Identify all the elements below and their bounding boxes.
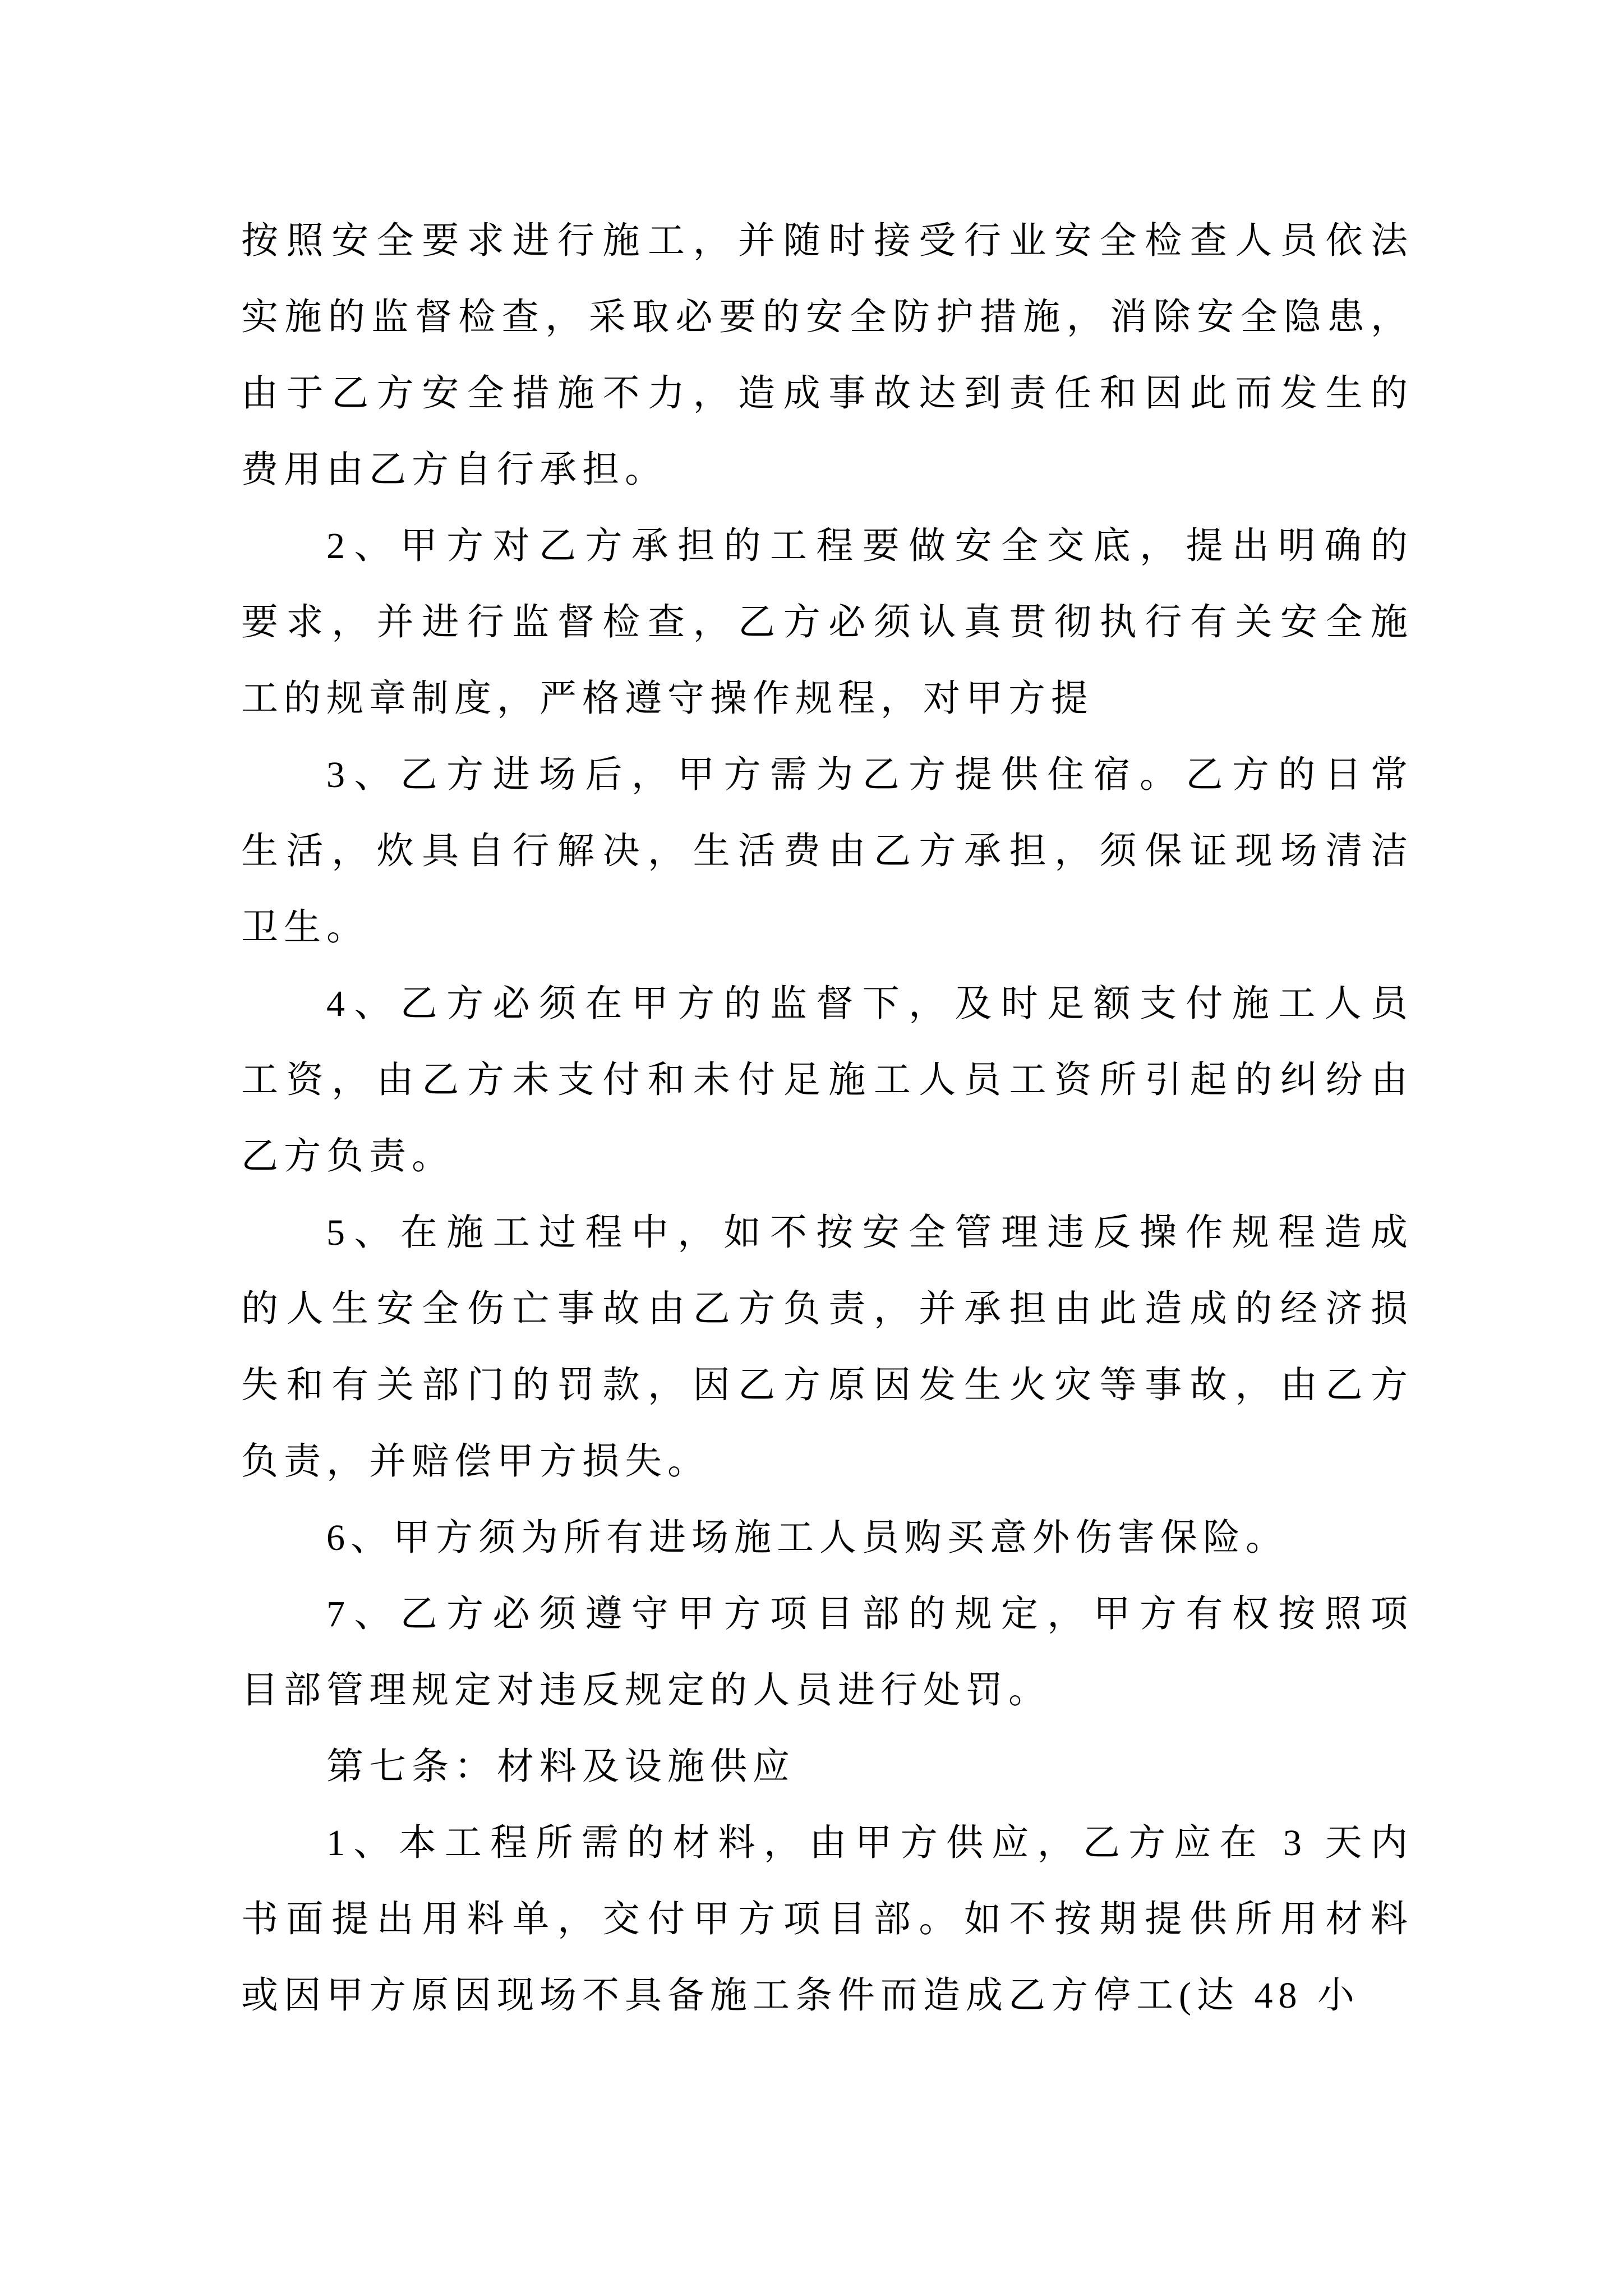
text-line: 乙方负责。: [241, 1136, 454, 1177]
text-line: 3、乙方进场后，甲方需为乙方提供住宿。乙方的日常: [326, 754, 1413, 795]
text-line: 1、本工程所需的材料，由甲方供应，乙方应在 3 天内: [326, 1823, 1413, 1864]
text-line: 5、在施工过程中，如不按安全管理违反操作规程造成: [326, 1212, 1413, 1253]
document-text-block: [241, 203, 1413, 2034]
text-line: 负责，并赔偿甲方损失。: [241, 1441, 710, 1482]
text-line: 费用由乙方自行承担。: [241, 449, 667, 490]
text-line: 6、甲方须为所有进场施工人员购买意外伤害保险。: [326, 1517, 1288, 1558]
text-line: 第七条：材料及设施供应: [326, 1746, 795, 1787]
text-line: 实施的监督检查，采取必要的安全防护措施，消除安全隐患，: [241, 297, 1413, 338]
text-line: 目部管理规定对违反规定的人员进行处罚。: [241, 1670, 1051, 1711]
text-line: 的人生安全伤亡事故由乙方负责，并承担由此造成的经济损: [241, 1289, 1413, 1329]
text-line: 4、乙方必须在甲方的监督下，及时足额支付施工人员: [326, 983, 1413, 1024]
text-line: 7、乙方必须遵守甲方项目部的规定，甲方有权按照项: [326, 1594, 1413, 1635]
text-line: 卫生。: [241, 907, 369, 948]
text-line: 失和有关部门的罚款，因乙方原因发生火灾等事故，由乙方: [241, 1365, 1413, 1406]
text-line: 2、甲方对乙方承担的工程要做安全交底，提出明确的: [326, 526, 1413, 567]
text-line: 工资，由乙方未支付和未付足施工人员工资所引起的纠纷由: [241, 1060, 1413, 1101]
text-line: 书面提出用料单，交付甲方项目部。如不按期提供所用材料: [241, 1899, 1413, 1940]
text-line: 生活，炊具自行解决，生活费由乙方承担，须保证现场清洁: [241, 831, 1413, 872]
text-line: 或因甲方原因现场不具备施工条件而造成乙方停工(达 48 小: [241, 1975, 1360, 2016]
text-line: 由于乙方安全措施不力，造成事故达到责任和因此而发生的: [241, 373, 1413, 414]
text-line: 按照安全要求进行施工，并随时接受行业安全检查人员依法: [241, 220, 1413, 261]
text-line: 工的规章制度，严格遵守操作规程，对甲方提: [241, 678, 1094, 719]
text-line: 要求，并进行监督检查，乙方必须认真贯彻执行有关安全施: [241, 602, 1413, 643]
